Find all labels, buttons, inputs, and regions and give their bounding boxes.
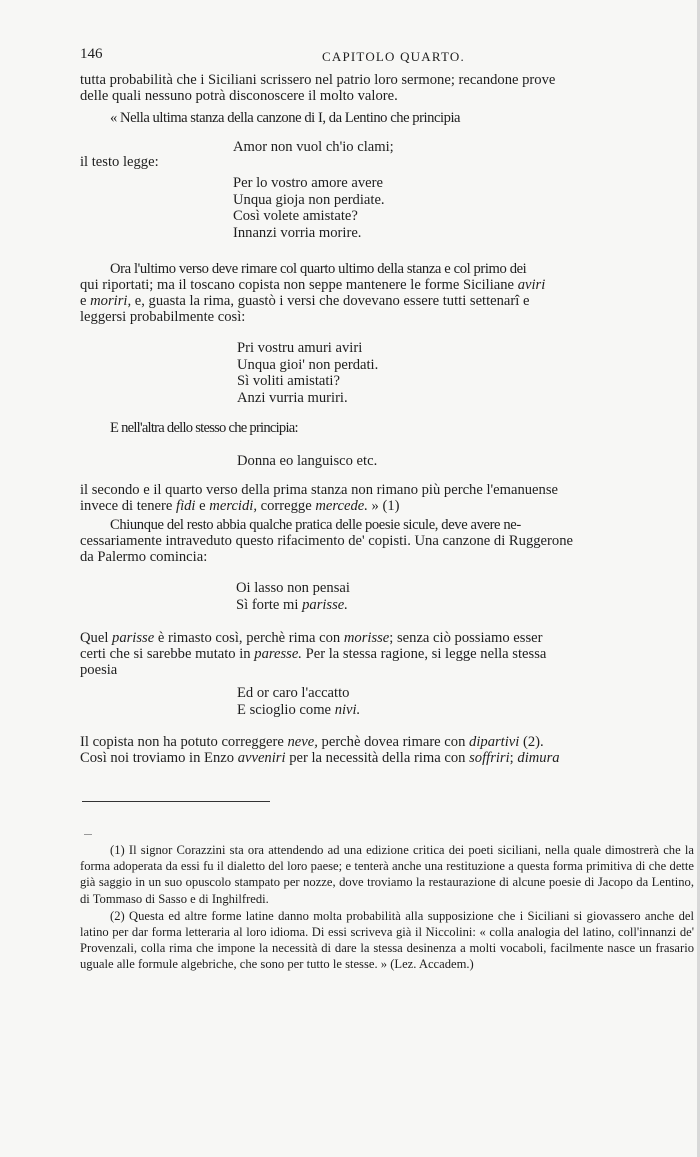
verse-line	[236, 597, 350, 614]
paragraph-2	[80, 110, 692, 126]
italic-word: aviri	[517, 277, 546, 293]
text-line	[80, 646, 692, 662]
text-span: Per la stessa ragione, si legge nella stessa	[305, 646, 547, 662]
text-span: e	[199, 498, 206, 514]
text-line	[80, 630, 692, 646]
text-line: il secondo e il quarto verso della prima stanza non rimano più perche l'emanuense	[80, 482, 558, 498]
paragraph-6	[80, 517, 692, 565]
text-span: è rimasto così, perchè rima con	[157, 630, 341, 646]
italic-word: parisse	[112, 630, 155, 646]
text-span: qui riportati; ma il toscano copista non seppe mantenere le forme Siciliane	[80, 277, 515, 293]
text-line	[80, 293, 692, 309]
footnote-2: (2) Questa ed altre forme latine danno molta probabilità alla supposizione che i Siciliani si giovassero anche del latino per dar forma letteraria al loro idioma. Di essi scriveva già il Niccolini: « colla analogia del latino, coll'innanzi de' Provenzali, colla rima che impone la necessità di dare la stessa desinenza a molti vocaboli, facilmente nasce un frasario uguale alle formule algebriche, che sono per tutto le stesse. » (Lez. Accadem.)	[80, 908, 694, 972]
text-span: E scioglio come	[237, 701, 332, 718]
text-line	[80, 750, 692, 766]
verse-line: Per lo vostro amore avere	[233, 175, 383, 191]
verse-line: Pri vostru amuri aviri	[237, 340, 363, 356]
text-line: Ora l'ultimo verso deve rimare col quarto ultimo della stanza e col primo dei	[110, 261, 527, 277]
italic-word: moriri,	[90, 293, 132, 309]
text-span: e, guasta la rima, guastò i versi che dovevano essere tutti settenarî e	[134, 293, 530, 309]
text-span: ; senza ciò possiamo esser	[389, 630, 543, 646]
page-number: 146	[80, 46, 103, 62]
verse-block-2	[237, 340, 378, 406]
italic-word: nivi.	[334, 701, 361, 718]
italic-word: avveniri	[237, 750, 286, 766]
verse-line: Oi lasso non pensai	[236, 580, 350, 596]
text-line: Chiunque del resto abbia qualche pratica delle poesie sicule, deve avere ne-	[110, 517, 521, 533]
paragraph-3	[80, 261, 692, 325]
text-span: ;	[509, 750, 514, 766]
verse-block-4	[236, 580, 350, 613]
text-span: Quel	[80, 630, 109, 646]
verse-line: Sì voliti amistati?	[237, 373, 340, 389]
verse-block-1	[233, 175, 385, 241]
verse-line: Così volete amistate?	[233, 208, 358, 224]
paragraph-4	[80, 420, 692, 436]
text-line: il testo legge:	[80, 154, 159, 170]
text-span: Il copista non ha potuto correggere	[80, 734, 284, 750]
text-line: cessariamente intraveduto questo rifacimento de' copisti. Una canzone di Ruggerone	[80, 533, 573, 549]
text-span: corregge	[260, 498, 312, 514]
verse-line: Unqua gioja non perdiate.	[233, 191, 385, 208]
paragraph-1	[80, 72, 692, 104]
italic-word: soffriri	[469, 750, 510, 766]
text-span: invece di tenere	[80, 498, 173, 514]
text-line: E nell'altra dello stesso che principia:	[110, 420, 298, 436]
verse-line: Anzi vurria muriri.	[237, 389, 348, 406]
italic-word: fidi	[176, 498, 196, 514]
scan-mark	[84, 834, 92, 835]
text-span: certi che si sarebbe mutato in	[80, 646, 251, 662]
italic-word: mercede.	[315, 498, 368, 514]
running-title: CAPITOLO QUARTO.	[322, 49, 465, 64]
italic-word: morisse	[343, 630, 390, 646]
text-line: da Palermo comincia:	[80, 549, 208, 565]
text-span: Sì forte mi	[236, 596, 299, 613]
verse-line: Innanzi vorria morire.	[233, 224, 362, 241]
verse-block-3	[237, 453, 377, 470]
text-line: poesia	[80, 662, 118, 678]
italic-word: mercidi,	[209, 498, 257, 514]
text-line	[80, 734, 692, 750]
text-span: perchè dovea rimare con	[321, 734, 466, 750]
verse-line	[237, 702, 360, 719]
page-header	[80, 46, 690, 66]
text-span: Così noi troviamo in Enzo	[80, 750, 235, 766]
verse-line: Amor non vuol ch'io clami;	[233, 139, 394, 155]
text-line: leggersi probabilmente così:	[80, 309, 246, 325]
italic-word: dipartivi	[469, 734, 520, 750]
text-line: « Nella ultima stanza della canzone di I, da Lentino che principia	[110, 110, 461, 126]
paragraph-8	[80, 734, 692, 766]
italic-word: dimura	[517, 750, 560, 766]
text-line: delle quali nessuno potrà disconoscere il molto valore.	[80, 88, 398, 104]
italic-word: paresse.	[254, 646, 302, 662]
verse-line: Donna eo languisco etc.	[237, 453, 378, 469]
paragraph-7	[80, 630, 692, 678]
footnote-1: (1) Il signor Corazzini sta ora attendendo ad una edizione critica dei poeti siciliani, nella quale dimostrerà che la forma adoperata da essi fu il dialetto del loro paese; e tenterà anche una restituzione a questa forma primitiva di che dette già saggio in un suo opuscolo stampato per nozze, dove troviamo la restaurazione di alcune poesie di Jacopo da Lentino, di Tommaso di Sasso e di Inghilfredi.	[80, 843, 694, 906]
footnote-separator	[82, 801, 270, 802]
text-line: tutta probabilità che i Siciliani scrissero nel patrio loro sermone; recandone prove	[80, 72, 556, 88]
text-span: (2).	[522, 734, 544, 750]
text-line	[80, 277, 692, 293]
paragraph-5	[80, 482, 692, 514]
footnotes	[80, 842, 694, 974]
testo-legge	[80, 154, 692, 170]
text-span: » (1)	[371, 498, 400, 514]
verse-block-5	[237, 685, 360, 718]
italic-word: neve,	[287, 734, 318, 750]
italic-word: parisse.	[302, 596, 348, 613]
verse-line: Unqua gioi' non perdati.	[237, 356, 379, 373]
text-line	[80, 498, 692, 514]
text-span: e	[80, 293, 87, 309]
verse-line: Ed or caro l'accatto	[237, 685, 350, 701]
text-span: per la necessità della rima con	[289, 750, 466, 766]
